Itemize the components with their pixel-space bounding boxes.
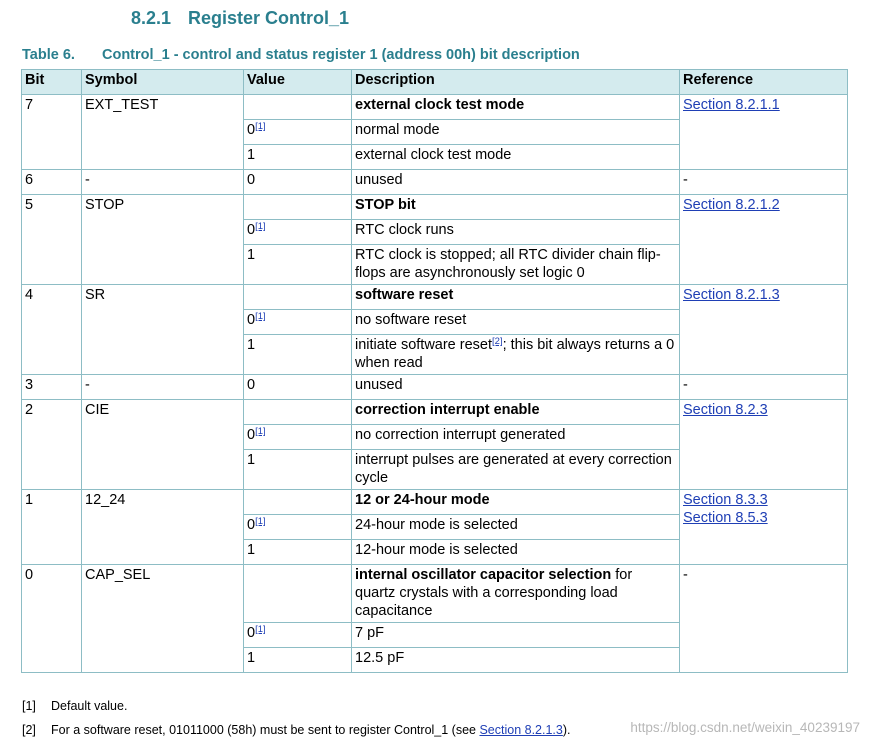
table-row [22,565,848,623]
reference-link[interactable]: Section 8.2.3 [683,402,768,418]
bit-cell: 0 [22,565,82,673]
value-cell [244,425,352,450]
description-cell: external clock test mode [352,95,680,120]
value-text: 0 [247,222,256,238]
value-cell: 0 [244,170,352,195]
symbol-cell: 12_24 [82,490,244,565]
table-caption [22,47,580,63]
footnote-ref-link[interactable]: [1] [255,426,266,437]
reference-link[interactable]: Section 8.2.1.1 [683,97,780,113]
value-cell [244,565,352,623]
header-bit: Bit [22,70,82,95]
value-cell [244,515,352,540]
value-cell [244,310,352,335]
value-cell [244,400,352,425]
reference-cell [680,400,848,490]
description-text: initiate software reset [355,337,493,353]
description-cell: 24-hour mode is selected [352,515,680,540]
description-cell: no software reset [352,310,680,335]
footnote-text: For a software reset, 01011000 (58h) must be sent to register Control_1 (see [51,723,480,737]
value-cell [244,120,352,145]
value-text: 0 [247,427,256,443]
footnote-mark: [1] [22,699,36,713]
value-cell [244,490,352,515]
description-cell: 7 pF [352,623,680,648]
table-title: Control_1 - control and status register 1 (address 00h) bit description [102,47,580,63]
reference-link[interactable]: Section 8.2.1.2 [683,197,780,213]
reference-cell [680,490,848,565]
footnote-section-link[interactable]: Section 8.2.1.3 [479,723,563,737]
reference-cell: - [680,170,848,195]
description-cell: 12-hour mode is selected [352,540,680,565]
value-text: 0 [247,517,256,533]
table-row [22,490,848,515]
footnote-ref-link[interactable]: [1] [255,624,266,635]
header-description: Description [352,70,680,95]
description-cell: no correction interrupt generated [352,425,680,450]
description-cell: RTC clock is stopped; all RTC divider chain flip-flops are asynchronously set logic 0 [352,245,680,285]
value-cell [244,95,352,120]
section-heading [131,8,349,29]
description-cell: software reset [352,285,680,310]
footnote-text: Default value. [51,699,128,713]
value-text: 0 [247,312,256,328]
bit-cell: 4 [22,285,82,375]
footnote-ref-link[interactable]: [1] [255,221,266,232]
header-symbol: Symbol [82,70,244,95]
reference-cell: - [680,375,848,400]
footnote-ref-link[interactable]: [2] [492,336,503,347]
value-cell [244,220,352,245]
reference-link[interactable]: Section 8.5.3 [683,510,768,526]
table-row [22,95,848,120]
table-row [22,170,848,195]
value-text: 0 [247,122,256,138]
bit-cell: 1 [22,490,82,565]
footnote-ref-link[interactable]: [1] [255,121,266,132]
footnote-mark: [2] [22,723,36,737]
description-cell: 12 or 24-hour mode [352,490,680,515]
value-cell: 0 [244,375,352,400]
value-cell: 1 [244,450,352,490]
symbol-cell: EXT_TEST [82,95,244,170]
table-row [22,195,848,220]
table-row [22,400,848,425]
table-label: Table 6. [22,47,75,63]
footnote-1 [22,699,127,713]
bit-cell: 6 [22,170,82,195]
value-cell: 1 [244,540,352,565]
symbol-cell: STOP [82,195,244,285]
description-cell: unused [352,170,680,195]
value-cell [244,623,352,648]
bit-cell: 7 [22,95,82,170]
value-cell: 1 [244,245,352,285]
footnote-ref-link[interactable]: [1] [255,311,266,322]
section-number: 8.2.1 [131,8,172,28]
description-cell: correction interrupt enable [352,400,680,425]
description-cell: normal mode [352,120,680,145]
reference-cell: - [680,565,848,673]
description-cell: external clock test mode [352,145,680,170]
header-reference: Reference [680,70,848,95]
symbol-cell: SR [82,285,244,375]
value-cell: 1 [244,145,352,170]
value-cell: 1 [244,648,352,673]
footnote-ref-link[interactable]: [1] [255,516,266,527]
description-cell: 12.5 pF [352,648,680,673]
description-cell: interrupt pulses are generated at every correction cycle [352,450,680,490]
register-table [21,69,848,673]
description-cell: unused [352,375,680,400]
description-cell: STOP bit [352,195,680,220]
bit-cell: 5 [22,195,82,285]
value-text: 0 [247,625,256,641]
bit-cell: 3 [22,375,82,400]
value-cell [244,285,352,310]
description-cell: RTC clock runs [352,220,680,245]
description-cell [352,565,680,623]
symbol-cell: - [82,170,244,195]
symbol-cell: CAP_SEL [82,565,244,673]
value-cell [244,195,352,220]
symbol-cell: - [82,375,244,400]
reference-link[interactable]: Section 8.2.1.3 [683,287,780,303]
footnote-2 [22,723,571,737]
table-row [22,375,848,400]
header-value: Value [244,70,352,95]
description-text: ; this bit always returns a 0 when read [355,337,675,371]
reference-cell [680,285,848,375]
symbol-cell: CIE [82,400,244,490]
section-title: Register Control_1 [188,8,350,28]
reference-cell [680,95,848,170]
footnote-text: ). [562,723,571,737]
description-text: for quartz crystals with a corresponding load capacitance [355,567,633,619]
table-row [22,285,848,310]
reference-link[interactable]: Section 8.3.3 [683,492,768,508]
table-header-row [22,70,848,95]
description-cell [352,335,680,375]
bit-cell: 2 [22,400,82,490]
value-cell: 1 [244,335,352,375]
description-bold-text: internal oscillator capacitor selection [355,567,612,583]
reference-cell [680,195,848,285]
watermark: https://blog.csdn.net/weixin_40239197 [630,720,860,735]
